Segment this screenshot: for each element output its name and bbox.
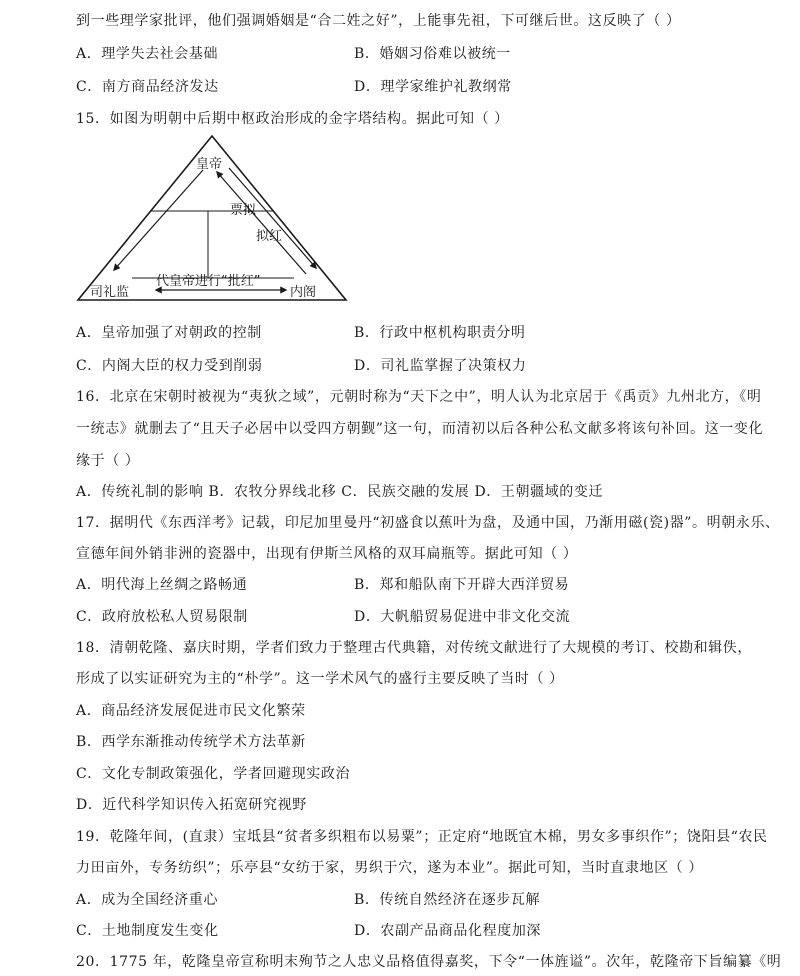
- q15-option-b: B．行政中枢机构职责分明: [354, 325, 526, 341]
- q15-option-a: A．皇帝加强了对朝政的控制: [76, 325, 262, 341]
- q18-option-b: B．西学东渐推动传统学术方法革新: [76, 734, 306, 750]
- q17-line-1: 17．据明代《东西洋考》记载，印尼加里曼丹“初盛食以蕉叶为盘，及通中国，乃渐用磁(瓷)器”。明朝永乐、: [76, 515, 780, 531]
- q16-line-3: 缘于（ ）: [76, 453, 140, 469]
- q19-line-2: 力田亩外，专务纺织”；乐亭县“女纺于家，男织于穴，遂为本业”。据此可知，当时直隶地区（ ）: [76, 860, 703, 876]
- label-silijian: 司礼监: [90, 285, 130, 300]
- q17-option-d: D．大帆船贸易促进中非文化交流: [354, 609, 571, 625]
- q18-line-1: 18．清朝乾隆、嘉庆时期，学者们致力于整理古代典籍，对传统文献进行了大规模的考订、校勘和辑佚，: [76, 640, 753, 656]
- q16-line-2: 一统志》就删去了“且天子必居中以受四方朝觐”这一句，而清初以后各种公私文献多将该句补回。这一变化: [76, 421, 764, 437]
- q15-stem: 15．如图为明朝中后期中枢政治形成的金字塔结构。据此可知（ ）: [76, 111, 509, 127]
- arrow-to-sili: [114, 170, 203, 270]
- q17-option-b: B．郑和船队南下开辟大西洋贸易: [354, 577, 570, 593]
- q14-option-a: A．理学失去社会基础: [76, 46, 219, 62]
- q17-line-2: 宣德年间外销非洲的瓷器中，出现有伊斯兰风格的双耳扁瓶等。据此可知（ ）: [76, 546, 578, 562]
- label-base: 代皇帝进行“批红”: [156, 274, 261, 289]
- q14-option-b: B．婚姻习俗难以被统一: [354, 46, 511, 62]
- q19-option-a: A．成为全国经济重心: [76, 892, 219, 908]
- q18-line-2: 形成了以实证研究为主的“朴学”。这一学术风气的盛行主要反映了当时（ ）: [76, 671, 564, 687]
- label-piaoni: 票拟: [230, 203, 257, 218]
- q19-line-1: 19．乾隆年间，(直隶）宝坻县“贫者多织粗布以易粟”；正定府“地既宜木棉，男女多事织作”；饶阳县“农民: [76, 829, 768, 845]
- q20-line-1: 20．1775 年，乾隆皇帝宣称明末殉节之人忠义品格值得嘉奖，下令“一体旌谥”。次年，乾隆帝下旨编纂《明: [76, 954, 782, 970]
- arrow-neige-up: [217, 172, 306, 274]
- q18-option-a: A．商品经济发展促进市民文化繁荣: [76, 703, 306, 719]
- q17-option-a: A．明代海上丝绸之路畅通: [76, 577, 248, 593]
- q19-option-c: C．土地制度发生变化: [76, 923, 219, 939]
- q14-option-c: C．南方商品经济发达: [76, 79, 219, 95]
- label-nihong: 拟红: [256, 229, 283, 244]
- q14-option-d: D．理学家维护礼教纲常: [354, 79, 512, 95]
- label-emperor: 皇帝: [196, 157, 223, 172]
- q18-option-d: D．近代科学知识传入拓宽研究视野: [76, 797, 307, 813]
- pyramid-diagram: [72, 128, 352, 306]
- q19-option-d: D．农副产品商品化程度加深: [354, 923, 542, 939]
- q17-option-c: C．政府放松私人贸易限制: [76, 609, 248, 625]
- label-neige: 内阁: [290, 285, 317, 300]
- arrow-to-neige: [229, 168, 316, 268]
- q18-option-c: C．文化专制政策强化，学者回避现实政治: [76, 766, 351, 782]
- q15-option-d: D．司礼监掌握了决策权力: [354, 358, 527, 374]
- q16-options: A．传统礼制的影响 B．农牧分界线北移 C．民族交融的发展 D．王朝疆域的变迁: [76, 484, 604, 500]
- q14-stem: 到一些理学家批评，他们强调婚姻是“合二姓之好”，上能事先祖，下可继后世。这反映了（ ）: [76, 13, 681, 29]
- q15-option-c: C．内阁大臣的权力受到削弱: [76, 358, 263, 374]
- q19-option-b: B．传统自然经济在逐步瓦解: [354, 892, 541, 908]
- q16-line-1: 16．北京在宋朝时被视为“夷狄之域”，元朝时称为“天下之中”，明人认为北京居于《禹贡》九州北方，《明: [76, 389, 762, 405]
